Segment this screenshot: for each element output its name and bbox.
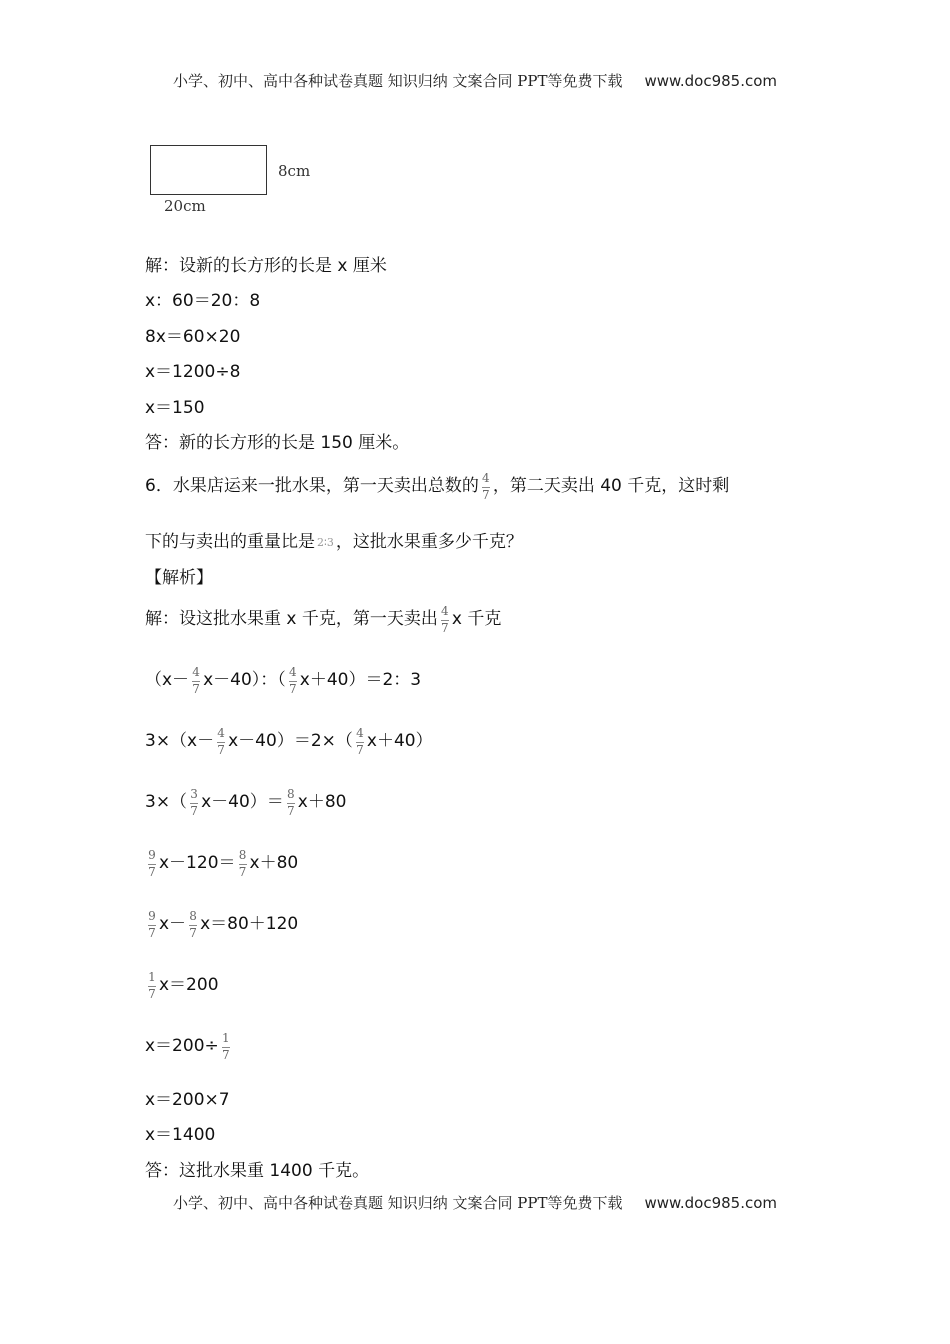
q6-text-1a: 6．水果店运来一批水果，第一天卖出总数的 (145, 476, 479, 497)
fraction-one-seventh: $\frac{1}{7}$ (221, 1031, 230, 1062)
page-header (0, 70, 950, 91)
sol5-answer: 答：新的长方形的长是 150 厘米。 (145, 433, 410, 453)
equation-1: （x－ $\frac{4}{7}$ x－40）：（ $\frac{4}{7}$ x＋40）＝2：3 (145, 665, 422, 696)
fraction-four-sevenths: $\frac{4}{7}$ (441, 604, 449, 635)
sol5-line-4: x＝1200÷8 (145, 362, 241, 382)
footer-text: 小学、初中、高中各种试卷真题 知识归纳 文案合同 PPT等免费下载 (172, 1194, 623, 1212)
fraction-four-sevenths: $\frac{4}{7}$ (288, 665, 297, 696)
analysis-heading: 【解析】 (145, 568, 213, 588)
sol5-line-2: x：60＝20：8 (145, 291, 261, 311)
equation-5: $\frac{9}{7}$ x－ $\frac{8}{7}$ x＝80＋120 (148, 909, 299, 940)
equation-8: x＝200×7 (145, 1090, 230, 1110)
equation-4: $\frac{9}{7}$ x－120＝ $\frac{8}{7}$ x＋80 (148, 848, 299, 879)
q6-text-2b: ，这批水果重多少千克？ (335, 532, 523, 552)
equation-3: 3×（ $\frac{3}{7}$ x－40）＝ $\frac{8}{7}$ x＋80 (145, 787, 347, 818)
width-label: 20cm (164, 197, 206, 215)
equation-7: x＝200÷ $\frac{1}{7}$ (145, 1031, 230, 1062)
fraction-four-sevenths: $\frac{4}{7}$ (356, 726, 364, 757)
sol5-line-3: 8x＝60×20 (145, 327, 241, 347)
sol5-line-1: 解：设新的长方形的长是 x 厘米 (145, 256, 387, 276)
footer-site: www.doc985.com (644, 1194, 778, 1212)
sol5-line-5: x＝150 (145, 398, 205, 418)
fraction-eight-sevenths: $\frac{8}{7}$ (238, 848, 247, 879)
height-label: 8cm (278, 162, 311, 180)
fraction-three-sevenths: $\frac{3}{7}$ (190, 787, 198, 818)
sol6-answer: 答：这批水果重 1400 千克。 (145, 1161, 370, 1181)
q6-text-2a: 下的与卖出的重量比是 (145, 532, 315, 552)
fraction-nine-sevenths: $\frac{9}{7}$ (148, 848, 156, 879)
equation-6: $\frac{1}{7}$ x＝200 (148, 970, 219, 1001)
ratio-image: 2∶3 (317, 536, 334, 549)
q6-line-1 (145, 472, 729, 501)
header-site: www.doc985.com (644, 72, 778, 90)
q6-line-2 (145, 534, 523, 551)
rectangle-figure (150, 145, 267, 195)
equation-9: x＝1400 (145, 1125, 216, 1145)
q6-text-1b: ，第二天卖出 40 千克，这时剩 (492, 476, 730, 497)
fraction-nine-sevenths: $\frac{9}{7}$ (148, 909, 156, 940)
fraction-eight-sevenths: $\frac{8}{7}$ (189, 909, 197, 940)
fraction-eight-sevenths: $\frac{8}{7}$ (286, 787, 295, 818)
fraction-four-sevenths: $\frac{4}{7}$ (217, 726, 225, 757)
fraction-one-seventh: $\frac{1}{7}$ (148, 970, 156, 1001)
sol6-line-1: 解：设这批水果重 x 千克，第一天卖出 $\frac{4}{7}$ x 千克 (145, 604, 502, 635)
fraction-four-sevenths: $\frac{4}{7}$ (192, 665, 200, 696)
fraction-four-sevenths: $\frac{4}{7}$ (482, 471, 490, 502)
page-footer (0, 1192, 950, 1213)
header-text: 小学、初中、高中各种试卷真题 知识归纳 文案合同 PPT等免费下载 (172, 72, 623, 90)
equation-2: 3×（x－ $\frac{4}{7}$ x－40）＝2×（ $\frac{4}{7}$ x＋40） (145, 726, 433, 757)
